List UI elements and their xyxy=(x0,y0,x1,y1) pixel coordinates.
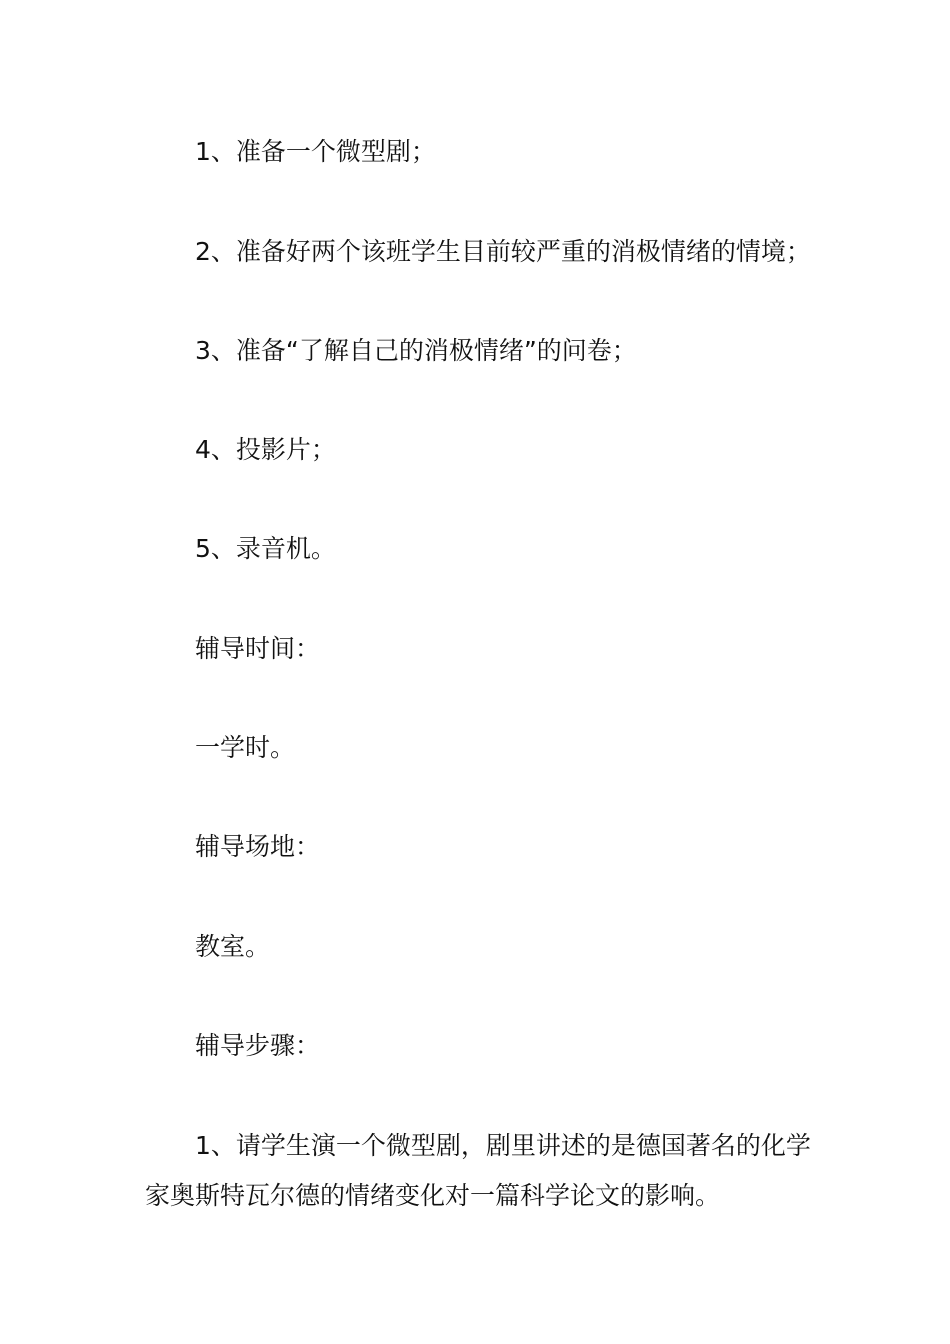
venue-value: 教室。 xyxy=(195,932,271,961)
prep-item-3: 3、准备“了解自己的消极情绪”的问卷； xyxy=(195,336,637,365)
prep-item-2: 2、准备好两个该班学生目前较严重的消极情绪的情境； xyxy=(195,237,811,266)
section-heading-steps: 辅导步骤： xyxy=(195,1031,321,1060)
section-heading-venue: 辅导场地： xyxy=(195,832,321,861)
step-item-1: 1、请学生演一个微型剧，剧里讲述的是德国著名的化学家奥斯特瓦尔德的情绪变化对一篇科学论文的影响。 xyxy=(145,1131,811,1210)
prep-item-4: 4、投影片； xyxy=(195,435,336,464)
prep-item-5: 5、录音机。 xyxy=(195,534,336,563)
section-heading-time: 辅导时间： xyxy=(195,634,321,663)
time-value: 一学时。 xyxy=(195,733,296,762)
prep-item-1: 1、准备一个微型剧； xyxy=(195,137,436,166)
